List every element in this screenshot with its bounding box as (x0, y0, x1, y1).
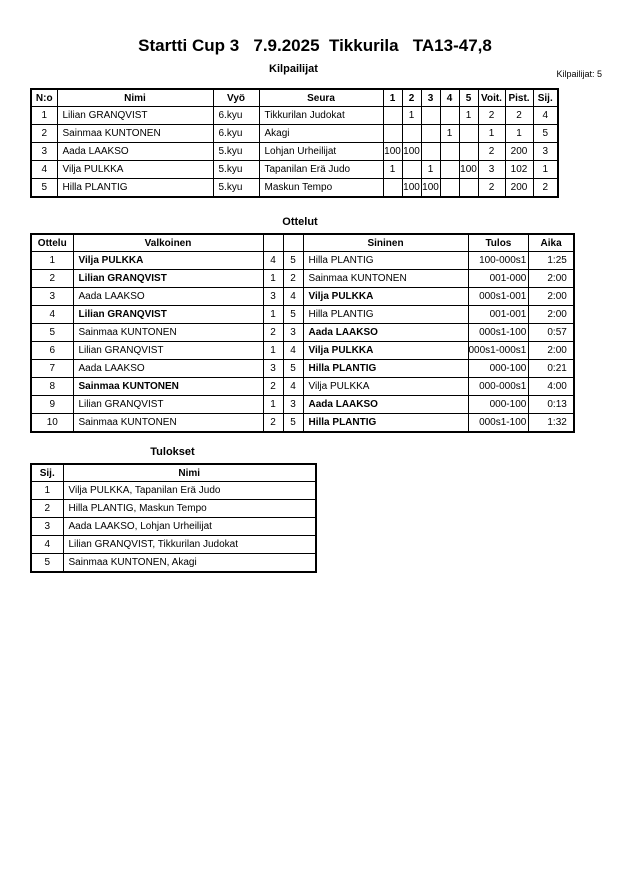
cell-tulos: 000s1-100 (468, 414, 529, 433)
cell-nimi: Vilja PULKKA, Tapanilan Erä Judo (63, 482, 316, 500)
cell-sij: 3 (533, 143, 558, 161)
cell-blue-name: Hilla PLANTIG (303, 360, 468, 378)
cell-match-no: 9 (31, 396, 73, 414)
cell-blue-number: 2 (283, 270, 303, 288)
cell-white-number: 3 (263, 288, 283, 306)
cell-blue-name: Hilla PLANTIG (303, 306, 468, 324)
cell-tulos: 001-000 (468, 270, 529, 288)
cell-score-3 (421, 107, 440, 125)
cell-blue-name: Aada LAAKSO (303, 324, 468, 342)
cell-sij: 4 (533, 107, 558, 125)
cell-aika: 0:21 (529, 360, 574, 378)
column-header-nimi: Nimi (63, 464, 316, 482)
cell-sij: 5 (533, 125, 558, 143)
competitors-count: Kilpailijat: 5 (556, 69, 602, 79)
column-header-sij: Sij. (533, 89, 558, 107)
cell-score-1: 100 (383, 143, 402, 161)
table-row (31, 518, 316, 536)
cell-tulos: 000s1-100 (468, 324, 529, 342)
cell-blue-number: 4 (283, 378, 303, 396)
cell-voit: 1 (478, 125, 505, 143)
cell-blue-number: 4 (283, 342, 303, 360)
cell-no: 3 (31, 143, 57, 161)
cell-match-no: 6 (31, 342, 73, 360)
cell-sij: 5 (31, 554, 63, 573)
cell-seura: Maskun Tempo (259, 179, 383, 198)
cell-nimi: Sainmaa KUNTONEN, Akagi (63, 554, 316, 573)
cell-blue-name: Hilla PLANTIG (303, 414, 468, 433)
cell-blue-number: 5 (283, 306, 303, 324)
cell-blue-name: Vilja PULKKA (303, 378, 468, 396)
cell-tulos: 000s1-001 (468, 288, 529, 306)
column-header-white-number (263, 234, 283, 252)
column-header-blue-number (283, 234, 303, 252)
cell-no: 4 (31, 161, 57, 179)
cell-white-number: 2 (263, 414, 283, 433)
cell-tulos: 000-000s1 (468, 378, 529, 396)
table-row (31, 270, 574, 288)
kilpailijat-heading: Kilpailijat (269, 63, 318, 75)
table-row (31, 107, 558, 125)
cell-tulos: 001-001 (468, 306, 529, 324)
cell-score-3 (421, 143, 440, 161)
cell-seura: Lohjan Urheilijat (259, 143, 383, 161)
cell-vyo: 6.kyu (213, 107, 259, 125)
cell-aika: 2:00 (529, 342, 574, 360)
cell-score-4 (440, 161, 459, 179)
table-row (31, 536, 316, 554)
cell-white-name: Aada LAAKSO (73, 360, 263, 378)
cell-white-name: Aada LAAKSO (73, 288, 263, 306)
cell-nimi: Hilla PLANTIG (57, 179, 213, 198)
cell-nimi: Sainmaa KUNTONEN (57, 125, 213, 143)
cell-score-2 (402, 125, 421, 143)
cell-no: 2 (31, 125, 57, 143)
cell-score-2: 100 (402, 179, 421, 198)
table-row (31, 342, 574, 360)
cell-score-2: 1 (402, 107, 421, 125)
cell-white-name: Sainmaa KUNTONEN (73, 324, 263, 342)
cell-score-5: 100 (459, 161, 478, 179)
cell-match-no: 10 (31, 414, 73, 433)
cell-score-4 (440, 107, 459, 125)
cell-aika: 2:00 (529, 270, 574, 288)
cell-sij: 2 (31, 500, 63, 518)
column-header-seura: Seura (259, 89, 383, 107)
cell-aika: 1:32 (529, 414, 574, 433)
cell-score-3: 1 (421, 161, 440, 179)
cell-voit: 2 (478, 143, 505, 161)
cell-white-number: 3 (263, 360, 283, 378)
table-row (31, 252, 574, 270)
cell-sij: 1 (31, 482, 63, 500)
column-header-voit: Voit. (478, 89, 505, 107)
cell-white-number: 1 (263, 306, 283, 324)
cell-score-5 (459, 125, 478, 143)
table-header-row (31, 89, 558, 107)
cell-blue-name: Vilja PULKKA (303, 342, 468, 360)
cell-score-5 (459, 179, 478, 198)
cell-vyo: 6.kyu (213, 125, 259, 143)
table-header-row (31, 234, 574, 252)
table-row (31, 324, 574, 342)
cell-white-name: Lilian GRANQVIST (73, 342, 263, 360)
cell-pist: 200 (505, 179, 533, 198)
cell-score-1 (383, 179, 402, 198)
kilpailijat-table (30, 88, 559, 198)
cell-blue-name: Aada LAAKSO (303, 396, 468, 414)
cell-no: 1 (31, 107, 57, 125)
cell-nimi: Aada LAAKSO (57, 143, 213, 161)
page-title: Startti Cup 3 7.9.2025 Tikkurila TA13-47,8 (138, 36, 492, 55)
table-row (31, 378, 574, 396)
cell-blue-number: 3 (283, 396, 303, 414)
table-row (31, 143, 558, 161)
cell-match-no: 7 (31, 360, 73, 378)
cell-white-name: Lilian GRANQVIST (73, 396, 263, 414)
cell-pist: 200 (505, 143, 533, 161)
cell-score-3 (421, 125, 440, 143)
cell-blue-name: Vilja PULKKA (303, 288, 468, 306)
cell-voit: 3 (478, 161, 505, 179)
cell-tulos: 000-100 (468, 360, 529, 378)
column-header-3: 3 (421, 89, 440, 107)
cell-blue-number: 3 (283, 324, 303, 342)
cell-aika: 1:25 (529, 252, 574, 270)
cell-sij: 4 (31, 536, 63, 554)
cell-match-no: 8 (31, 378, 73, 396)
cell-white-number: 1 (263, 342, 283, 360)
cell-white-number: 1 (263, 396, 283, 414)
table-row (31, 482, 316, 500)
cell-vyo: 5.kyu (213, 143, 259, 161)
column-header-pist: Pist. (505, 89, 533, 107)
cell-score-4 (440, 143, 459, 161)
cell-white-number: 1 (263, 270, 283, 288)
cell-white-name: Vilja PULKKA (73, 252, 263, 270)
column-header-1: 1 (383, 89, 402, 107)
cell-white-name: Sainmaa KUNTONEN (73, 378, 263, 396)
cell-voit: 2 (478, 179, 505, 198)
cell-nimi: Hilla PLANTIG, Maskun Tempo (63, 500, 316, 518)
cell-no: 5 (31, 179, 57, 198)
cell-aika: 0:13 (529, 396, 574, 414)
table-row (31, 179, 558, 198)
cell-score-1 (383, 107, 402, 125)
cell-score-4: 1 (440, 125, 459, 143)
table-row (31, 554, 316, 573)
cell-seura: Tikkurilan Judokat (259, 107, 383, 125)
cell-nimi: Vilja PULKKA (57, 161, 213, 179)
table-row (31, 306, 574, 324)
column-header-5: 5 (459, 89, 478, 107)
cell-score-1 (383, 125, 402, 143)
cell-score-2: 100 (402, 143, 421, 161)
cell-score-4 (440, 179, 459, 198)
ottelut-table (30, 233, 575, 433)
cell-pist: 2 (505, 107, 533, 125)
cell-aika: 2:00 (529, 306, 574, 324)
cell-tulos: 000-100 (468, 396, 529, 414)
table-row (31, 396, 574, 414)
table-row (31, 288, 574, 306)
cell-match-no: 1 (31, 252, 73, 270)
cell-white-number: 2 (263, 378, 283, 396)
cell-score-5 (459, 143, 478, 161)
cell-voit: 2 (478, 107, 505, 125)
column-header-sininen: Sininen (303, 234, 468, 252)
cell-score-5: 1 (459, 107, 478, 125)
cell-nimi: Lilian GRANQVIST, Tikkurilan Judokat (63, 536, 316, 554)
table-header-row (31, 464, 316, 482)
column-header-vyo: Vyö (213, 89, 259, 107)
column-header-no: N:o (31, 89, 57, 107)
cell-pist: 102 (505, 161, 533, 179)
cell-score-2 (402, 161, 421, 179)
tulokset-heading: Tulokset (150, 446, 195, 458)
cell-seura: Akagi (259, 125, 383, 143)
cell-white-name: Lilian GRANQVIST (73, 270, 263, 288)
cell-tulos: 000s1-000s1 (468, 342, 529, 360)
table-row (31, 414, 574, 433)
cell-blue-number: 5 (283, 252, 303, 270)
cell-match-no: 4 (31, 306, 73, 324)
column-header-4: 4 (440, 89, 459, 107)
cell-aika: 4:00 (529, 378, 574, 396)
cell-match-no: 3 (31, 288, 73, 306)
column-header-tulos: Tulos (468, 234, 529, 252)
cell-vyo: 5.kyu (213, 179, 259, 198)
cell-vyo: 5.kyu (213, 161, 259, 179)
column-header-nimi: Nimi (57, 89, 213, 107)
ottelut-heading: Ottelut (282, 216, 318, 228)
cell-sij: 3 (31, 518, 63, 536)
cell-aika: 2:00 (529, 288, 574, 306)
column-header-sij: Sij. (31, 464, 63, 482)
cell-score-1: 1 (383, 161, 402, 179)
cell-score-3: 100 (421, 179, 440, 198)
table-row (31, 360, 574, 378)
table-row (31, 161, 558, 179)
cell-match-no: 2 (31, 270, 73, 288)
cell-blue-number: 5 (283, 414, 303, 433)
column-header-aika: Aika (529, 234, 574, 252)
cell-pist: 1 (505, 125, 533, 143)
column-header-valkoinen: Valkoinen (73, 234, 263, 252)
cell-aika: 0:57 (529, 324, 574, 342)
cell-sij: 2 (533, 179, 558, 198)
cell-tulos: 100-000s1 (468, 252, 529, 270)
column-header-2: 2 (402, 89, 421, 107)
cell-white-number: 4 (263, 252, 283, 270)
table-row (31, 500, 316, 518)
cell-sij: 1 (533, 161, 558, 179)
cell-white-name: Lilian GRANQVIST (73, 306, 263, 324)
cell-seura: Tapanilan Erä Judo (259, 161, 383, 179)
table-row (31, 125, 558, 143)
cell-blue-number: 4 (283, 288, 303, 306)
cell-blue-name: Hilla PLANTIG (303, 252, 468, 270)
cell-nimi: Lilian GRANQVIST (57, 107, 213, 125)
cell-nimi: Aada LAAKSO, Lohjan Urheilijat (63, 518, 316, 536)
cell-white-name: Sainmaa KUNTONEN (73, 414, 263, 433)
cell-blue-name: Sainmaa KUNTONEN (303, 270, 468, 288)
cell-white-number: 2 (263, 324, 283, 342)
cell-blue-number: 5 (283, 360, 303, 378)
cell-match-no: 5 (31, 324, 73, 342)
tulokset-table (30, 463, 317, 573)
column-header-ottelu: Ottelu (31, 234, 73, 252)
